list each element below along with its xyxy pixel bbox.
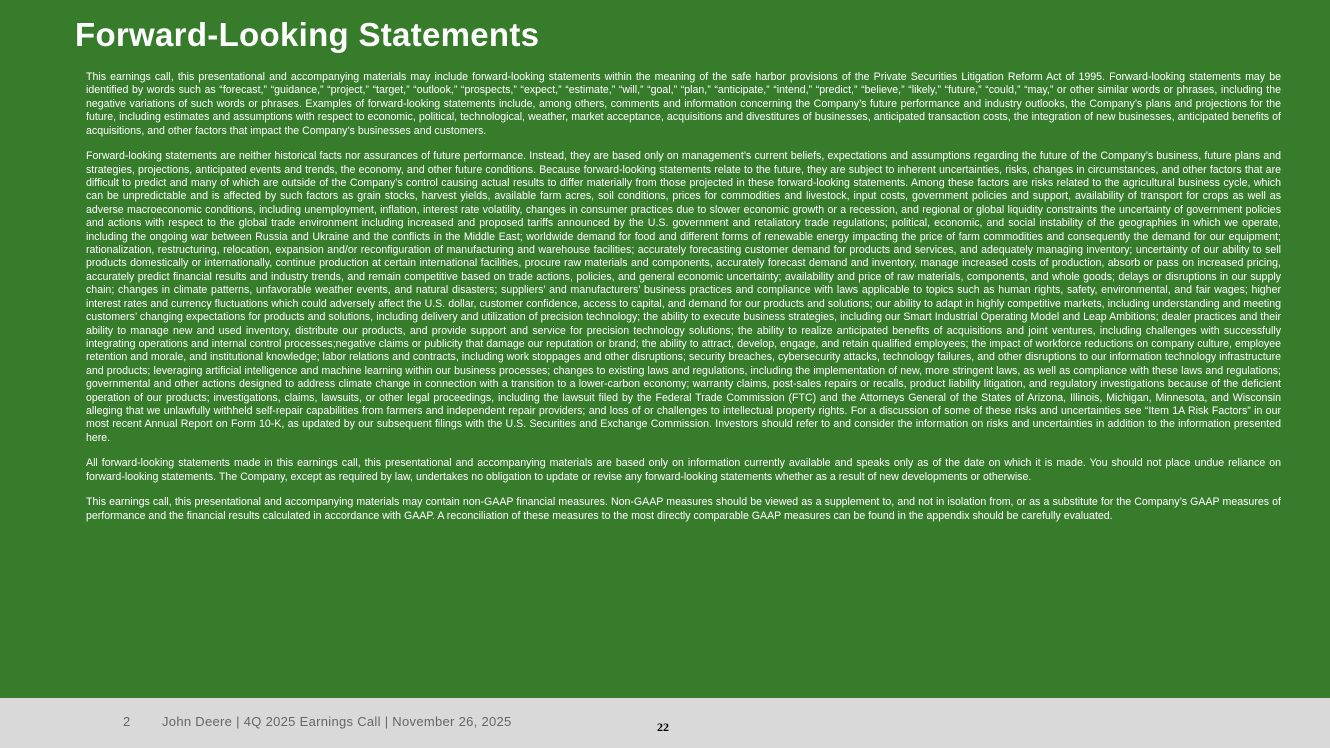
paragraph-non-gaap: This earnings call, this presentational and accompanying materials may contain non-GAAP financial measures. Non-GAAP measures should be viewed as a supplement to, and not in isolation from, or as a substitute for the Company’s GAAP measures of performance and the financial results calculated in accordance with GAAP. A reconciliation of these measures to the most directly comparable GAAP measures can be found in the appendix should be carefully evaluated. <box>86 496 1281 522</box>
footer-bar <box>0 698 1330 748</box>
paragraph-risk-factors: Forward-looking statements are neither historical facts nor assurances of future performance. Instead, they are based only on management’s current beliefs, expectations and assumptions regarding the future of the Company’s business, future plans and strategies, projections, anticipated events and trends, the economy, and other future conditions. Because forward-looking statements relate to the future, they are subject to inherent uncertainties, risks, changes in circumstances, and other factors that are difficult to predict and many of which are outside of the Company’s control causing actual results to differ materially from those projected in these forward-looking statements. Among these factors are risks related to the agricultural business cycle, which can be unpredictable and is affected by such factors as grain stocks, harvest yields, available farm acres, soil conditions, prices for commodities and livestock, input costs, government policies and support, availability of transport for crops as well as adverse macroeconomic conditions, including unemployment, inflation, interest rate volatility, changes in consumer practices due to slower economic growth or a recession, and regional or global liquidity constraints the uncertainty of government policies and actions with respect to the global trade environment including increased and proposed tariffs announced by the U.S. government and retaliatory trade regulations; political, economic, and social instability of the geographies in which we operate, including the ongoing war between Russia and Ukraine and the conflicts in the Middle East; worldwide demand for food and different forms of renewable energy impacting the price of farm commodities and consequently the demand for our equipment; rationalization, restructuring, relocation, expansion and/or reconfiguration of manufacturing and warehouse facilities; accurately forecasting customer demand for products and services, and adequately managing inventory; uncertainty of our ability to sell products domestically or internationally, continue production at certain international facilities, procure raw materials and components, accurately forecast demand and inventory, manage increased costs of production, absorb or pass on increased pricing, accurately predict financial results and industry trends, and remain competitive based on trade actions, policies, and general economic uncertainty; availability and price of raw materials, components, and whole goods; delays or disruptions in our supply chain; changes in climate patterns, unfavorable weather events, and natural disasters; suppliers’ and manufacturers’ business practices and compliance with laws applicable to topics such as human rights, safety, environmental, and fair wages; higher interest rates and currency fluctuations which could adversely affect the U.S. dollar, customer confidence, access to capital, and demand for our products and solutions; our ability to adapt in highly competitive markets, including understanding and meeting customers’ changing expectations for products and solutions, including delivery and utilization of precision technology; the ability to execute business strategies, including our Smart Industrial Operating Model and Leap Ambitions; dealer practices and their ability to manage new and used inventory, distribute our products, and provide support and service for precision technology solutions; the ability to realize anticipated benefits of acquisitions and joint ventures, including challenges with successfully integrating operations and internal control processes;negative claims or publicity that damage our reputation or brand; the ability to attract, develop, engage, and retain qualified employees; the impact of workforce reductions on company culture, employee retention and morale, and institutional knowledge; labor relations and contracts, including work stoppages and other disruptions; security breaches, cybersecurity attacks, technology failures, and other disruptions to our information technology infrastructure and products; leveraging artificial intelligence and machine learning within our business processes; changes to existing laws and regulations, including the implementation of new, more stringent laws, as well as compliance with these laws and regulations; governmental and other actions designed to address climate change in connection with a transition to a lower-carbon economy; warranty claims, post-sales repairs or recalls, product liability litigation, and regulatory investigations because of the deficient operation of our products; investigations, claims, lawsuits, or other legal proceedings, including the lawsuit filed by the Federal Trade Commission (FTC) and the Attorneys General of the States of Arizona, Illinois, Michigan, Minnesota, and Wisconsin alleging that we unlawfully withheld self-repair capabilities from farmers and independent repair providers; and loss of or challenges to intellectual property rights. For a discussion of some of these risks and uncertainties see “Item 1A Risk Factors” in our most recent Annual Report on Form 10-K, as updated by our subsequent filings with the U.S. Securities and Exchange Commission. Investors should refer to and consider the information on risks and uncertainties in addition to the information presented here. <box>86 150 1281 444</box>
disclaimer-body <box>86 71 1281 535</box>
footer-page-number: 2 <box>123 714 131 729</box>
slide-title: Forward-Looking Statements <box>75 16 540 53</box>
paragraph-safe-harbor: This earnings call, this presentational and accompanying materials may include forward-looking statements within the meaning of the safe harbor provisions of the Private Securities Litigation Reform Act of 1995. Forward-looking statements may be identified by words such as “forecast,” “guidance,” “project,” “target,” “outlook,” “prospects,” “expect,” “estimate,” “will,” “goal,” “plan,” “anticipate,” “intend,” “predict,” “believe,” “likely,” “future,” “could,” “may,” or other similar words or phrases, including the negative variations of such words or phrases. Examples of forward-looking statements include, among others, comments and information concerning the Company’s future performance and industry outlooks, the Company’s plans and projections for the future, including estimates and assumptions with respect to economic, political, technological, weather, market acceptance, acquisitions and divestitures of businesses, anticipated transaction costs, the integration of new businesses, anticipated benefits of acquisitions, and other factors that impact the Company’s businesses and customers. <box>86 71 1281 137</box>
footer-caption: John Deere | 4Q 2025 Earnings Call | November 26, 2025 <box>162 714 512 729</box>
slide-number: 22 <box>657 720 669 734</box>
paragraph-reliance: All forward-looking statements made in this earnings call, this presentational and accompanying materials are based only on information currently available and speaks only as of the date on which it is made. You should not place undue reliance on forward-looking statements. The Company, except as required by law, undertakes no obligation to update or revise any forward-looking statements whether as a result of new developments or otherwise. <box>86 457 1281 483</box>
